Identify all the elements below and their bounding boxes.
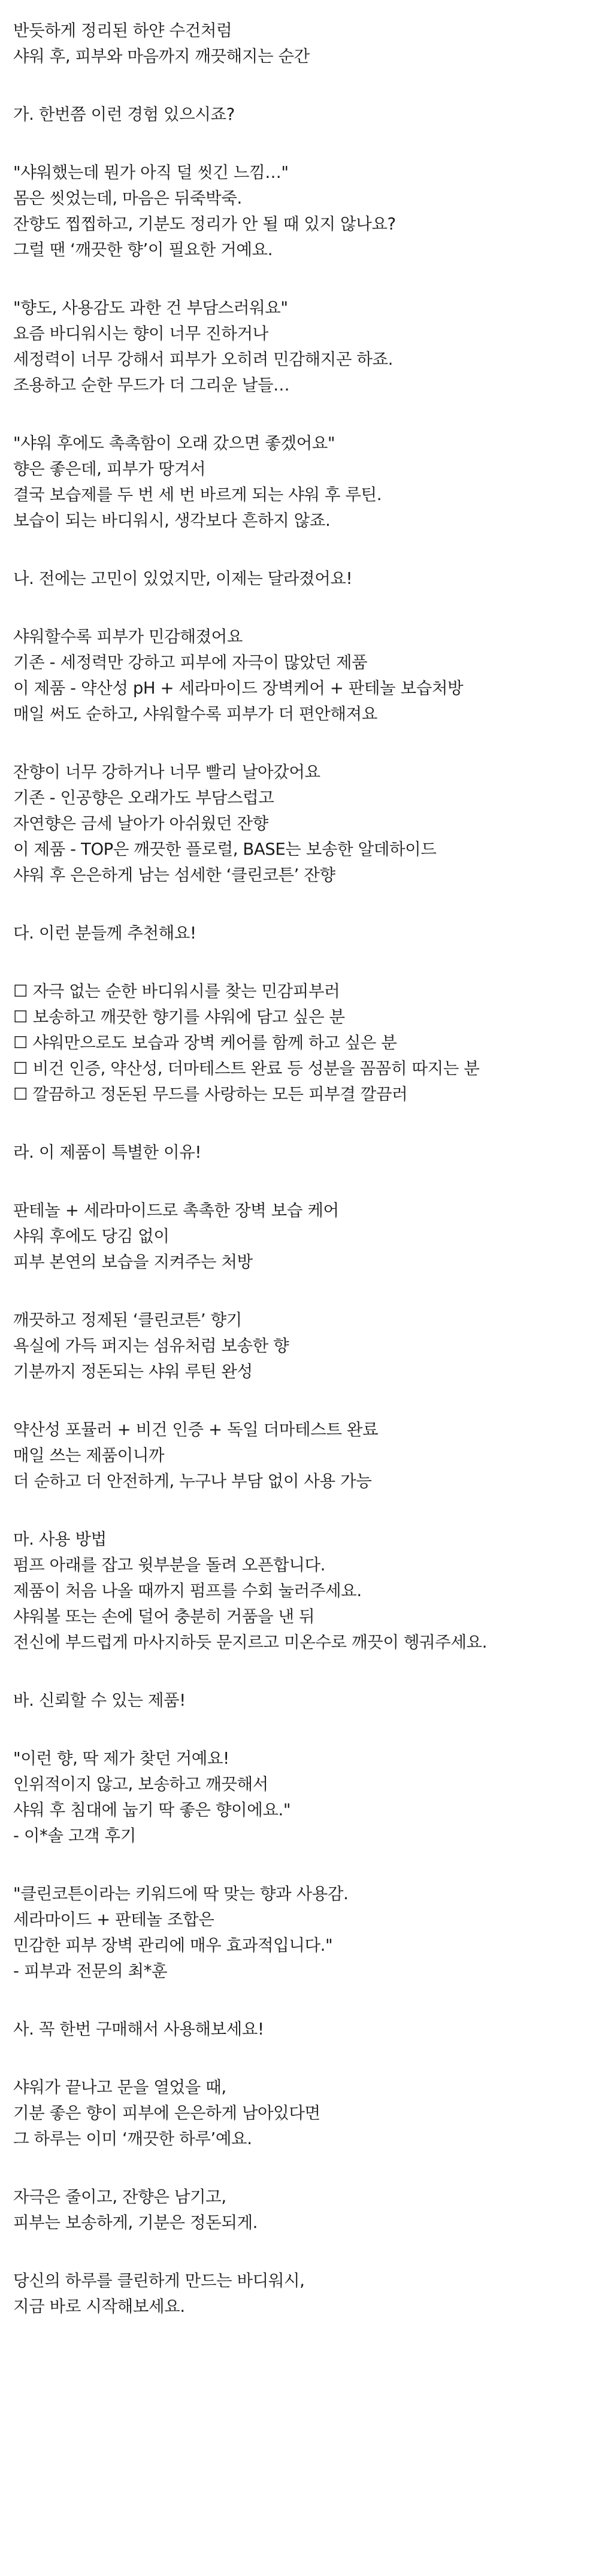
text-line: 기분까지 정돈되는 샤워 루틴 완성 — [13, 1362, 253, 1381]
text-line: - 이*솔 고객 후기 — [13, 1826, 136, 1845]
text-line: 세정력이 너무 강해서 피부가 오히려 민감해지곤 하죠. — [13, 350, 394, 369]
text-line: 이 제품 - 약산성 pH + 세라마이드 장벽케어 + 판테놀 보습처방 — [13, 679, 464, 698]
text-line: 자연향은 금세 날아가 아쉬웠던 잔향 — [13, 814, 268, 833]
text-line: "샤워했는데 뭔가 아직 덜 씻긴 느낌…" — [13, 163, 289, 182]
text-line: 보습이 되는 바디워시, 생각보다 흔하지 않죠. — [13, 511, 331, 530]
text-line: 약산성 포뮬러 + 비건 인증 + 독일 더마테스트 완료 — [13, 1420, 379, 1439]
text-line: ☐ 비건 인증, 약산성, 더마테스트 완료 등 성분을 꼼꼼히 따지는 분 — [13, 1059, 480, 1078]
text-line: 그 하루는 이미 ‘깨끗한 하루’예요. — [13, 2129, 252, 2148]
text-line: - 피부과 전문의 최*훈 — [13, 1961, 168, 1981]
paragraph — [13, 102, 586, 128]
text-line: 샤워 후, 피부와 마음까지 깨끗해지는 순간 — [13, 47, 310, 66]
text-line: 반듯하게 정리된 하얀 수건처럼 — [13, 21, 232, 40]
text-line: 바. 신뢰할 수 있는 제품! — [13, 1691, 186, 1710]
paragraph — [13, 1417, 586, 1494]
text-line: "이런 향, 딱 제가 찾던 거예요! — [13, 1749, 229, 1768]
text-line: 샤워 후 은은하게 남는 섬세한 ‘클린코튼’ 잔향 — [13, 865, 335, 885]
text-line: 기존 - 인공향은 오래가도 부담스럽고 — [13, 788, 274, 807]
text-line: 판테놀 + 세라마이드로 촉촉한 장벽 보습 케어 — [13, 1201, 339, 1220]
text-line: 결국 보습제를 두 번 세 번 바르게 되는 샤워 후 루틴. — [13, 485, 382, 504]
paragraph — [13, 566, 586, 592]
text-line: 인위적이지 않고, 보송하고 깨끗해서 — [13, 1775, 268, 1794]
paragraph — [13, 2184, 586, 2236]
text-line: 사. 꼭 한번 구매해서 사용해보세요! — [13, 2020, 264, 2039]
text-line: 피부 본연의 보습을 지켜주는 처방 — [13, 1252, 253, 1272]
text-line: 당신의 하루를 클린하게 만드는 바디워시, — [13, 2271, 305, 2290]
text-line: 샤워할수록 피부가 민감해졌어요 — [13, 627, 243, 646]
text-line: "향도, 사용감도 과한 건 부담스러워요" — [13, 298, 288, 317]
paragraph — [13, 624, 586, 727]
paragraph — [13, 2268, 586, 2320]
text-line: 마. 사용 방법 — [13, 1530, 107, 1549]
paragraph — [13, 2017, 586, 2042]
text-line: 샤워가 끝나고 문을 열었을 때, — [13, 2078, 226, 2097]
text-line: 매일 쓰는 제품이니까 — [13, 1446, 165, 1465]
text-line: 기존 - 세정력만 강하고 피부에 자극이 많았던 제품 — [13, 653, 368, 672]
paragraph — [13, 1881, 586, 1984]
text-line: 그럴 땐 ‘깨끗한 향’이 필요한 거예요. — [13, 240, 273, 259]
paragraph — [13, 1688, 586, 1714]
text-line: 다. 이런 분들께 추천해요! — [13, 924, 196, 943]
text-line: 지금 바로 시작해보세요. — [13, 2297, 185, 2316]
paragraph — [13, 1307, 586, 1385]
paragraph — [13, 759, 586, 888]
text-line: 몸은 씻었는데, 마음은 뒤죽박죽. — [13, 189, 242, 208]
paragraph — [13, 160, 586, 263]
text-line: 나. 전에는 고민이 있었지만, 이제는 달라졌어요! — [13, 569, 353, 588]
paragraph — [13, 431, 586, 534]
text-line: ☐ 자극 없는 순한 바디워시를 찾는 민감피부러 — [13, 982, 340, 1001]
text-line: 제품이 처음 나올 때까지 펌프를 수회 눌러주세요. — [13, 1581, 362, 1600]
text-line: ☐ 샤워만으로도 보습과 장벽 케어를 함께 하고 싶은 분 — [13, 1033, 397, 1052]
text-line: 기분 좋은 향이 피부에 은은하게 남아있다면 — [13, 2103, 320, 2123]
text-line: 깨끗하고 정제된 ‘클린코튼’ 향기 — [13, 1310, 242, 1330]
text-line: 민감한 피부 장벽 관리에 매우 효과적입니다." — [13, 1936, 333, 1955]
text-line: 샤워 후에도 당김 없이 — [13, 1227, 170, 1246]
text-line: 잔향도 찝찝하고, 기분도 정리가 안 될 때 있지 않나요? — [13, 214, 396, 234]
text-line: 세라마이드 + 판테놀 조합은 — [13, 1910, 214, 1929]
text-line: "클린코튼이라는 키워드에 딱 맞는 향과 사용감. — [13, 1884, 349, 1903]
paragraph — [13, 1527, 586, 1655]
paragraph — [13, 1746, 586, 1849]
text-line: ☐ 보송하고 깨끗한 향기를 샤워에 담고 싶은 분 — [13, 1007, 345, 1027]
paragraph — [13, 979, 586, 1107]
text-line: "샤워 후에도 촉촉함이 오래 갔으면 좋겠어요" — [13, 434, 335, 453]
text-line: 라. 이 제품이 특별한 이유! — [13, 1143, 201, 1162]
text-line: 이 제품 - TOP은 깨끗한 플로럴, BASE는 보송한 알데하이드 — [13, 840, 437, 859]
text-line: 더 순하고 더 안전하게, 누구나 부담 없이 사용 가능 — [13, 1472, 372, 1491]
text-line: ☐ 깔끔하고 정돈된 무드를 사랑하는 모든 피부결 깔끔러 — [13, 1085, 408, 1104]
paragraph — [13, 1140, 586, 1166]
text-line: 욕실에 가득 퍼지는 섬유처럼 보송한 향 — [13, 1336, 289, 1355]
text-line: 향은 좋은데, 피부가 땅겨서 — [13, 459, 206, 479]
text-line: 자극은 줄이고, 잔향은 남기고, — [13, 2187, 226, 2206]
text-line: 가. 한번쯤 이런 경험 있으시죠? — [13, 105, 235, 124]
paragraph — [13, 2075, 586, 2152]
text-line: 샤워볼 또는 손에 덜어 충분히 거품을 낸 뒤 — [13, 1607, 315, 1626]
paragraph — [13, 921, 586, 946]
text-line: 조용하고 순한 무드가 더 그리운 날들… — [13, 376, 290, 395]
text-line: 요즘 바디워시는 향이 너무 진하거나 — [13, 324, 268, 343]
text-line: 피부는 보송하게, 기분은 정돈되게. — [13, 2213, 258, 2232]
paragraph — [13, 295, 586, 398]
text-line: 펌프 아래를 잡고 윗부분을 돌려 오픈합니다. — [13, 1555, 326, 1575]
paragraph — [13, 18, 586, 69]
text-line: 매일 써도 순하고, 샤워할수록 피부가 더 편안해져요 — [13, 704, 377, 724]
text-line: 잔향이 너무 강하거나 너무 빨리 날아갔어요 — [13, 762, 320, 782]
text-line: 전신에 부드럽게 마사지하듯 문지르고 미온수로 깨끗이 헹궈주세요. — [13, 1633, 488, 1652]
paragraph — [13, 1198, 586, 1275]
text-line: 샤워 후 침대에 눕기 딱 좋은 향이에요." — [13, 1800, 291, 1820]
